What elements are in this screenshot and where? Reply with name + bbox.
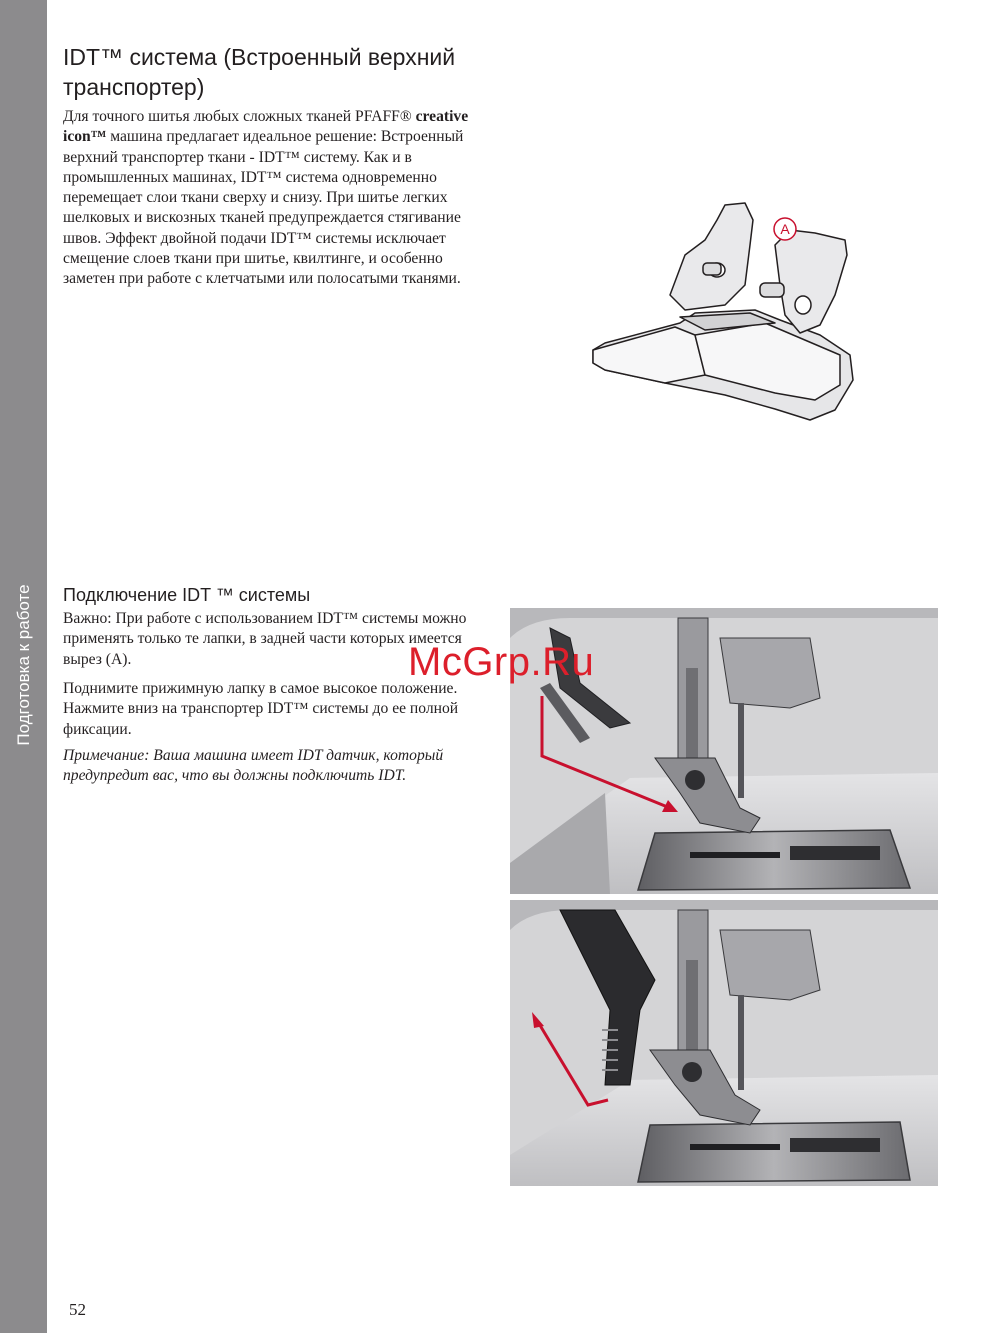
idt-description-lead: Для точного шитья любых сложных тканей PFAFF® <box>63 108 412 125</box>
section-title-idt: IDT™ система (Встроенный верхний транспортер) <box>63 44 456 100</box>
section-title-engage: Подключение IDT ™ системы <box>63 585 311 605</box>
callout-a-label: A <box>780 221 790 237</box>
product-name: creative icon™ <box>63 108 469 146</box>
idt-description <box>63 107 488 290</box>
idt-description-rest: машина предлагает идеальное решение: Встроенный верхний транспортер ткани - IDT™ систему. Как и в промышленных машинах, IDT™ система одновременно перемещает слои ткани сверху и снизу. При шитье легких шелковых и вискозных тканей предупреждается стягивание швов. Эффект двойной подачи IDT™ системы исключает смещение слоев ткани при шитье, квилтинге, и особенно заметен при работе с клетчатыми или полосатыми тканями. <box>63 128 464 288</box>
instruction-text: Поднимите прижимную лапку в самое высокое положение. Нажмите вниз на транспортер IDT™ системы до ее полной фиксации. <box>63 680 459 738</box>
presser-foot-illustration <box>585 195 860 430</box>
sensor-note: Примечание: Ваша машина имеет IDT датчик, который предупредит вас, что вы должны подключить IDT. <box>63 747 444 785</box>
machine-illustration-disengage <box>510 900 938 1186</box>
page-number: 52 <box>69 1300 86 1319</box>
watermark: McGrp.Ru <box>408 640 595 684</box>
important-note: Важно: При работе с использованием IDT™ системы можно применять только те лапки, в задней части которых имеется вырез (A). <box>63 610 467 668</box>
sidebar-strip <box>0 0 47 1333</box>
section-label: Подготовка к работе <box>14 584 33 746</box>
